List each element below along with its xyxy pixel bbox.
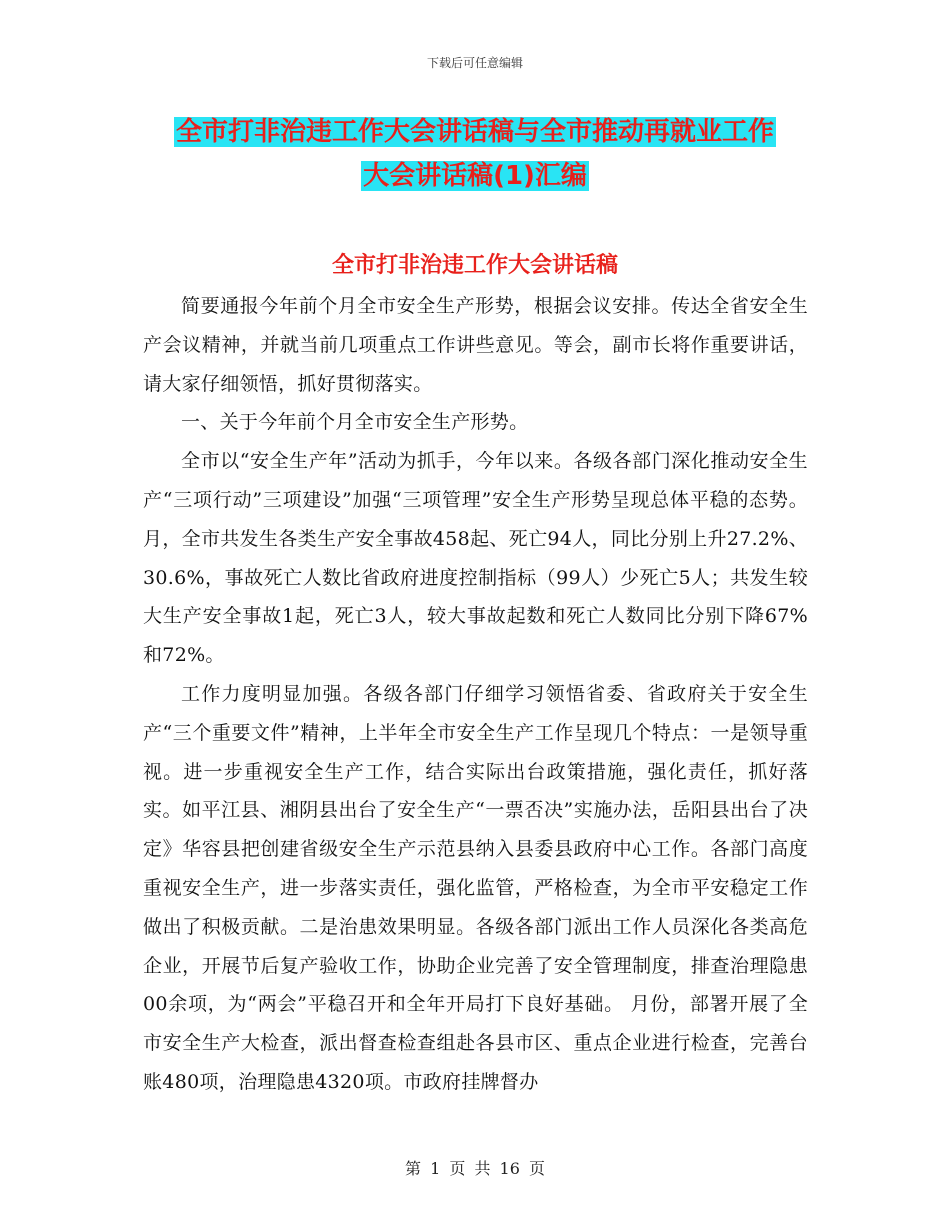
- document-title: [140, 110, 810, 198]
- paragraph: 全市以“安全生产年”活动为抓手，今年以来。各级各部门深化推动安全生产“三项行动”三项建设”加强“三项管理”安全生产形势呈现总体平稳的态势。 月，全市共发生各类生产安全事故458起、死亡94人，同比分别上升27.2%、30.6%，事故死亡人数比省政府进度控制指标（99人）少死亡5人；共发生较大生产安全事故1起，死亡3人，较大事故起数和死亡人数同比分别下降67%和72%。: [143, 450, 808, 667]
- title-line-2: 大会讲话稿(1)汇编: [363, 161, 587, 191]
- paragraph: 简要通报今年前个月全市安全生产形势，根据会议安排。传达全省安全生产会议精神，并就当前几项重点工作讲些意见。等会，副市长将作重要讲话，请大家仔细领悟，抓好贯彻落实。: [143, 295, 808, 395]
- paragraph: 工作力度明显加强。各级各部门仔细学习领悟省委、省政府关于安全生产“三个重要文件”精神，上半年全市安全生产工作呈现几个特点：一是领导重视。进一步重视安全生产工作，结合实际出台政策措施，强化责任，抓好落实。如平江县、湘阴县出台了安全生产“一票否决”实施办法，岳阳县出台了决定》华容县把创建省级安全生产示范县纳入县委县政府中心工作。各部门高度重视安全生产，进一步落实责任，强化监管，严格检查，为全市平安稳定工作做出了积极贡献。二是治患效果明显。各级各部门派出工作人员深化各类高危企业，开展节后复产验收工作，协助企业完善了安全管理制度，排查治理隐患00余项，为“两会”平稳召开和全年开局打下良好基础。 月份，部署开展了全市安全生产大检查，派出督查检查组赴各县市区、重点企业进行检查，完善台账480项，治理隐患4320项。市政府挂牌督办: [143, 682, 808, 1093]
- section-title: 全市打非治违工作大会讲话稿: [331, 253, 618, 278]
- header-note: 下载后可任意编辑: [426, 56, 523, 70]
- body-text: [143, 287, 808, 1102]
- page-footer: 第 1 页 共 16 页: [405, 1159, 545, 1178]
- paragraph: 一、关于今年前个月全市安全生产形势。: [181, 411, 529, 434]
- title-line-1: 全市打非治违工作大会讲话稿与全市推动再就业工作: [175, 117, 774, 147]
